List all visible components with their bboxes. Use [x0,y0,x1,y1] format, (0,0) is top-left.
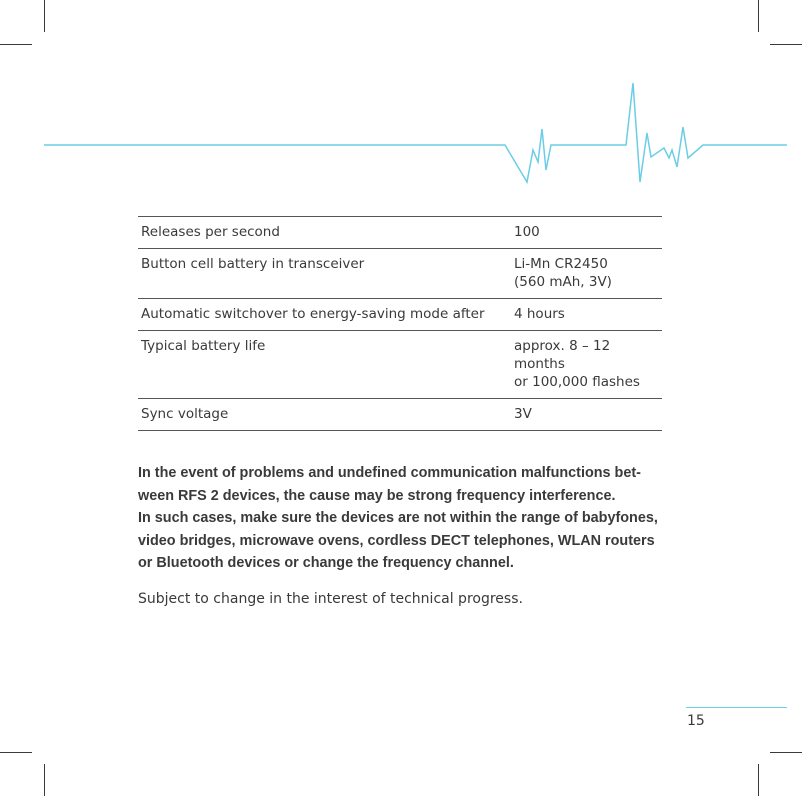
notice-line: In the event of problems and undefined communication malfunctions bet- [138,465,641,481]
spec-value [511,217,662,249]
crop-mark-bottom-left-vertical [44,764,45,796]
spec-value-line: Li-Mn CR2450 [514,256,608,272]
table-row [138,399,662,431]
crop-mark-bottom-right-vertical [758,764,759,796]
spec-label: Typical battery life [138,331,511,399]
flash-pulse-line-graphic [0,0,802,200]
interference-notice [138,462,668,575]
pulse-line [44,83,787,182]
spec-value-line: approx. 8 – 12 months [514,338,611,372]
spec-label: Button cell battery in transceiver [138,249,511,299]
technical-specifications-table [138,216,662,431]
spec-value [511,399,662,431]
notice-line: or Bluetooth devices or change the frequency channel. [138,555,514,571]
table-row [138,331,662,399]
crop-mark-bottom-left-horizontal [0,752,32,753]
spec-value [511,299,662,331]
notice-line: ween RFS 2 devices, the cause may be strong frequency interference. [138,487,616,504]
table-row [138,249,662,299]
spec-value-line: (560 mAh, 3V) [514,274,612,290]
page-number: 15 [687,713,705,729]
spec-value-line: 4 hours [514,306,565,322]
spec-value [511,249,662,299]
page-number-rule [686,707,787,708]
change-disclaimer: Subject to change in the interest of technical progress. [138,591,523,607]
notice-line: video bridges, microwave ovens, cordless DECT telephones, WLAN routers [138,532,655,549]
table-row [138,217,662,249]
spec-value-line: 3V [514,406,532,422]
table-row [138,299,662,331]
spec-value [511,331,662,399]
spec-table-body [138,217,662,431]
spec-label: Releases per second [138,217,511,249]
notice-line: In such cases, make sure the devices are not within the range of babyfones, [138,510,658,526]
crop-mark-bottom-right-horizontal [770,752,802,753]
spec-value-line: 100 [514,224,540,240]
spec-value-line: or 100,000 flashes [514,374,640,390]
spec-label: Automatic switchover to energy-saving mode after [138,299,511,331]
spec-label: Sync voltage [138,399,511,431]
